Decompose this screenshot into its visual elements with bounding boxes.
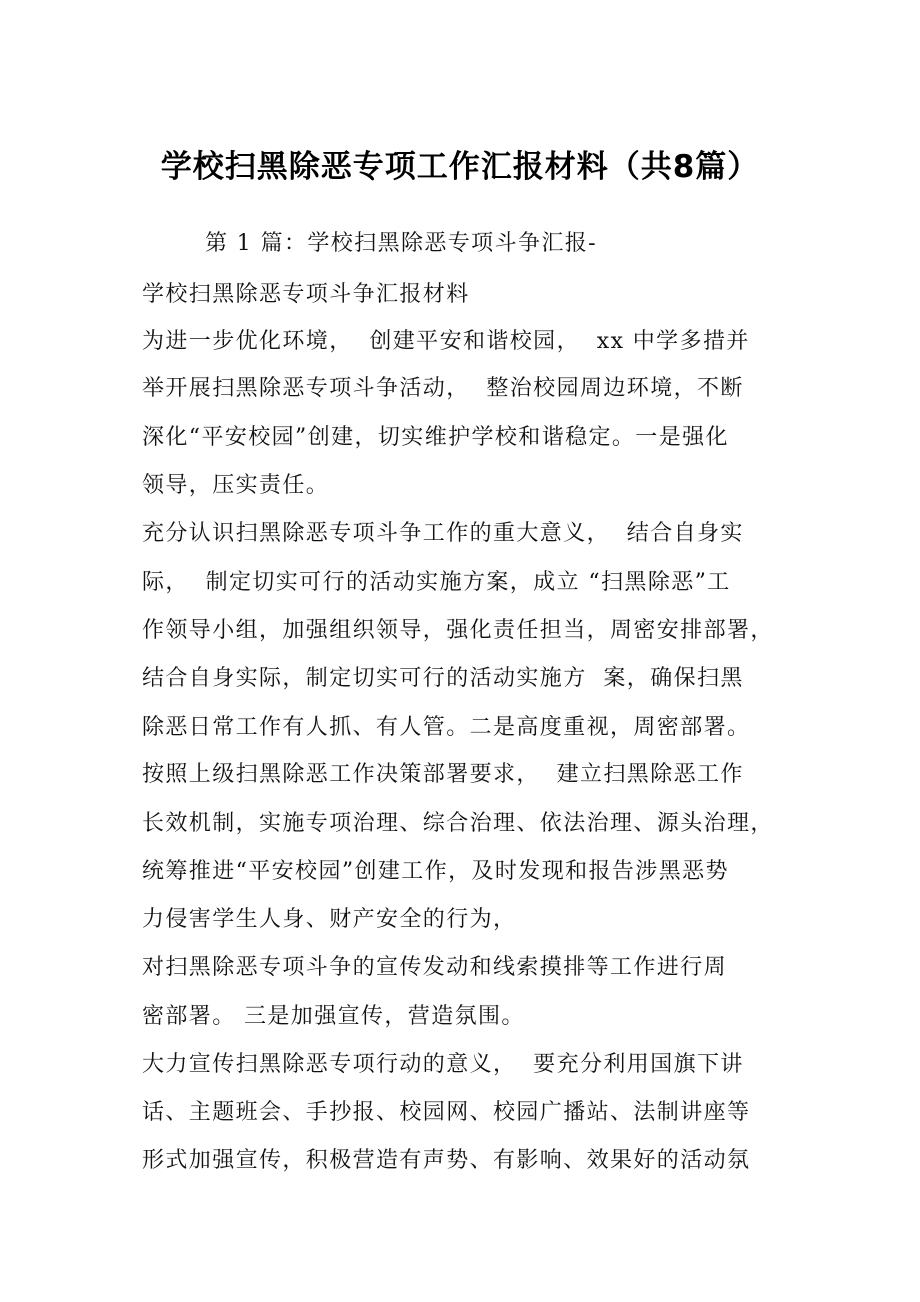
body-line: 对扫黑除恶专项斗争的宣传发动和线索摸排等工作进行周 bbox=[142, 955, 728, 980]
document-title: 学校扫黑除恶专项工作汇报材料（共8篇） bbox=[160, 149, 760, 185]
body-line: 话、主题班会、手抄报、校园网、校园广播站、法制讲座等 bbox=[142, 1100, 751, 1125]
body-line: 为进一步优化环境， 创建平安和谐校园， xx 中学多措并 bbox=[142, 329, 750, 354]
body-line: 力侵害学生人身、财产安全的行为， bbox=[142, 907, 517, 932]
section-heading: 第 1 篇：学校扫黑除恶专项斗争汇报- bbox=[205, 231, 598, 256]
body-line: 大力宣传扫黑除恶专项行动的意义， 要充分利用国旗下讲 bbox=[142, 1052, 744, 1077]
body-line: 学校扫黑除恶专项斗争汇报材料 bbox=[142, 282, 470, 307]
body-line: 除恶日常工作有人抓、有人管。二是高度重视，周密部署。 bbox=[142, 715, 751, 740]
body-line: 领导，压实责任。 bbox=[142, 473, 330, 498]
body-line: 长效机制，实施专项治理、综合治理、依法治理、源头治理， bbox=[142, 811, 774, 836]
body-line: 结合自身实际，制定切实可行的活动实施方 案，确保扫黑 bbox=[142, 666, 744, 691]
body-line: 际， 制定切实可行的活动实施方案，成立 “扫黑除恶”工 bbox=[142, 570, 731, 595]
body-line: 充分认识扫黑除恶专项斗争工作的重大意义， 结合自身实 bbox=[142, 521, 744, 546]
body-line: 形式加强宣传，积极营造有声势、有影响、效果好的活动氛 bbox=[142, 1148, 751, 1173]
body-line: 深化“平安校园”创建，切实维护学校和谐稳定。一是强化 bbox=[142, 425, 729, 450]
body-line: 作领导小组，加强组织领导，强化责任担当，周密安排部署， bbox=[142, 618, 774, 643]
body-line: 按照上级扫黑除恶工作决策部署要求， 建立扫黑除恶工作 bbox=[142, 762, 744, 787]
body-line: 统筹推进“平安校园”创建工作，及时发现和报告涉黑恶势 bbox=[142, 859, 729, 884]
body-line: 举开展扫黑除恶专项斗争活动， 整治校园周边环境，不断 bbox=[142, 376, 744, 401]
body-line: 密部署。 三是加强宣传，营造氛围。 bbox=[142, 1004, 525, 1029]
